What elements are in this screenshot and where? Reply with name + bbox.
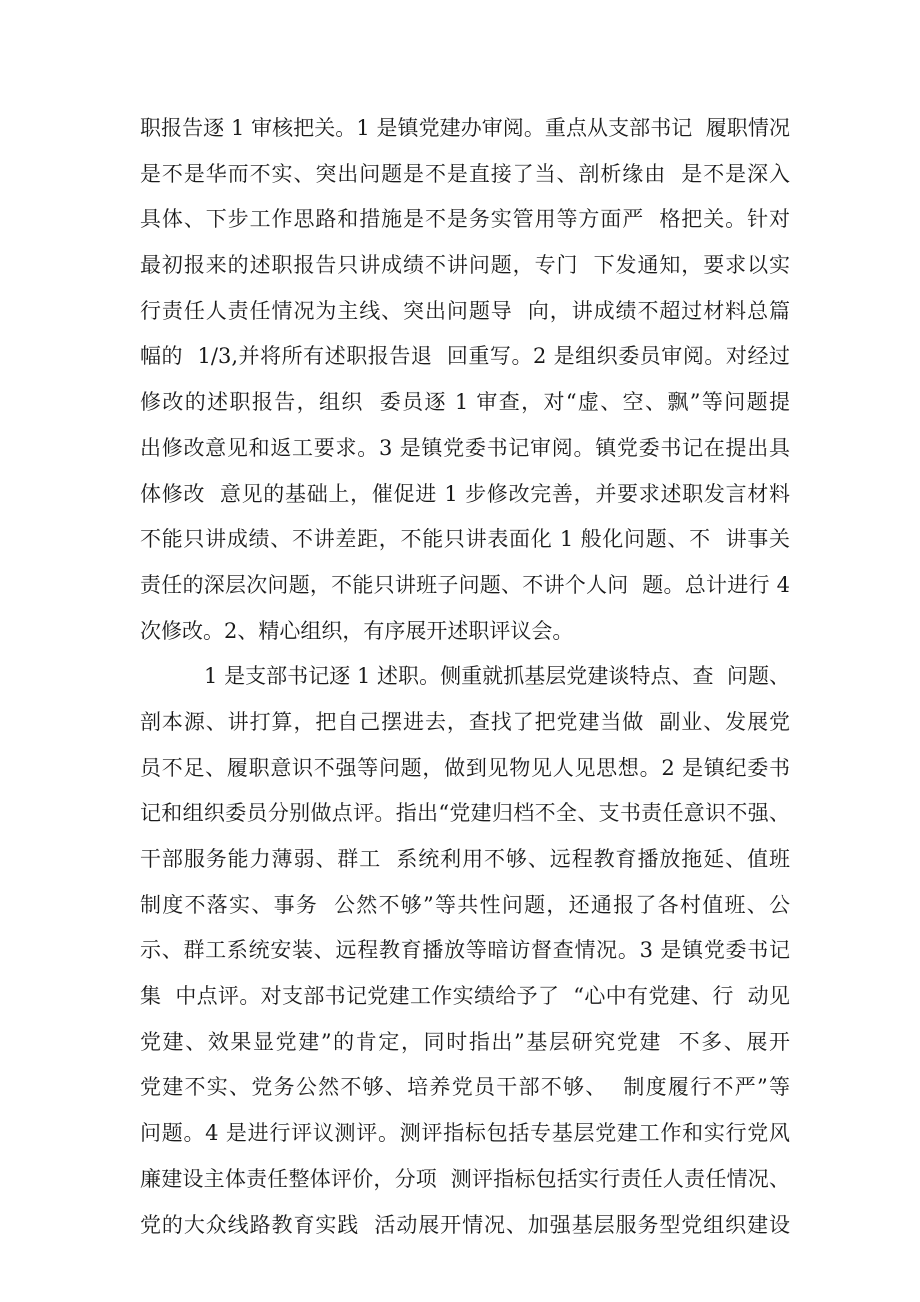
text-line: 党的大众线路教育实践 活动展开情况、加强基层服务型党组织建设: [140, 1212, 790, 1237]
text-line: 修改的述职报告，组织 委员逐 1 审查，对“虚、空、飘”等问题提: [140, 390, 790, 415]
text-line: 党建、效果显党建”的肯定，同时指出”基层研究党建 不多、展开: [140, 1029, 790, 1054]
text-line: 次修改。2、精心组织，有序展开述职评议会。: [140, 618, 574, 643]
text-line: 问题。4 是进行评议测评。测评指标包括专基层党建工作和实行党风: [140, 1121, 790, 1146]
text-line: 集 中点评。对支部书记党建工作实绩给予了 “心中有党建、行 动见: [140, 984, 790, 1009]
text-line: 出修改意见和返工要求。3 是镇党委书记审阅。镇党委书记在提出具: [140, 435, 790, 460]
text-line: 记和组织委员分别做点评。指出“党建归档不全、支书责任意识不强、: [140, 801, 790, 826]
text-line: 幅的 1/3,并将所有述职报告退 回重写。2 是组织委员审阅。对经过: [140, 344, 790, 369]
document-body: [140, 106, 790, 1248]
text-line: 示、群工系统安装、远程教育播放等暗访督查情况。3 是镇党委书记: [140, 938, 790, 963]
text-line: 干部服务能力薄弱、群工 系统利用不够、远程教育播放拖延、值班: [140, 847, 790, 871]
text-line: 具体、下步工作思路和措施是不是务实管用等方面严 格把关。针对: [140, 207, 790, 232]
text-line: 职报告逐 1 审核把关。1 是镇党建办审阅。重点从支部书记 履职情况: [140, 116, 790, 140]
text-line: 是不是华而不实、突出问题是不是直接了当、剖析缘由 是不是深入: [140, 161, 790, 186]
text-line: 制度不落实、事务 公然不够”等共性问题，还通报了各村值班、公: [140, 892, 790, 917]
text-line: 员不足、履职意识不强等问题，做到见物见人见思想。2 是镇纪委书: [140, 755, 790, 780]
text-line: 1 是支部书记逐 1 述职。侧重就抓基层党建谈特点、查 问题、: [204, 664, 790, 689]
text-line: 责任的深层次问题，不能只讲班子问题、不讲个人问 题。总计进行 4: [140, 572, 790, 597]
text-line: 最初报来的述职报告只讲成绩不讲问题，专门 下发通知，要求以实: [140, 253, 790, 278]
text-line: 不能只讲成绩、不讲差距，不能只讲表面化 1 般化问题、不 讲事关: [140, 527, 790, 552]
text-line: 行责任人责任情况为主线、突出问题导 向，讲成绩不超过材料总篇: [140, 298, 790, 323]
text-line: 党建不实、党务公然不够、培养党员干部不够、 制度履行不严”等: [140, 1075, 790, 1100]
text-line: 体修改 意见的基础上，催促进 1 步修改完善，并要求述职发言材料: [140, 481, 790, 506]
text-line: 剖本源、讲打算，把自己摆进去，查找了把党建当做 副业、发展党: [140, 709, 790, 734]
text-line: 廉建设主体责任整体评价，分项 测评指标包括实行责任人责任情况、: [140, 1166, 790, 1191]
